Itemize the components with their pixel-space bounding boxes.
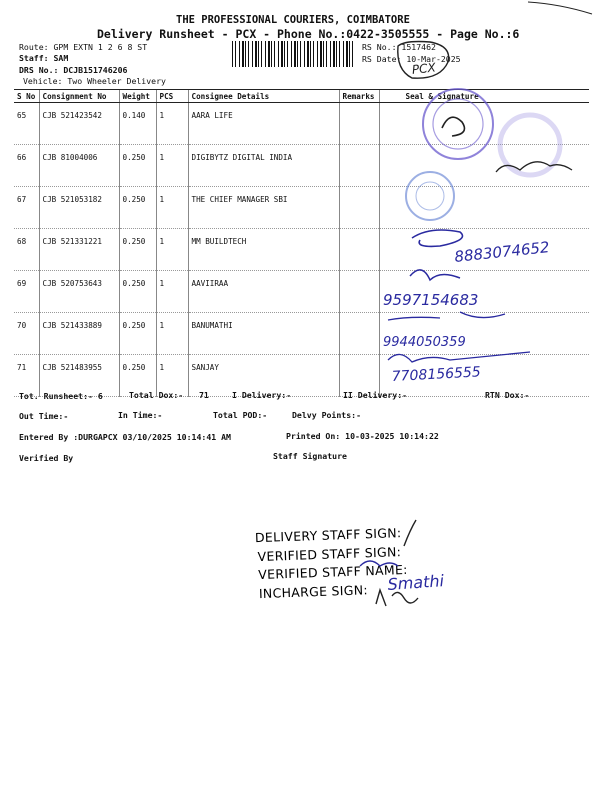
scribble-mark [528, 2, 592, 14]
out-time: Out Time:- [19, 411, 69, 421]
barcode-bar [333, 41, 335, 67]
rtn-dox: RTN Dox:- [485, 390, 530, 400]
incharge-signature [376, 590, 418, 606]
phone-row-68: 8883074652 [453, 238, 551, 266]
col-consignment: Consignment No [39, 90, 119, 103]
rs-date: RS Date: 10-Mar-2025 [362, 54, 461, 64]
barcode-bar [304, 41, 305, 67]
col-seal: Seal & Signature [379, 90, 589, 103]
barcode-bar [268, 41, 270, 67]
barcode-bar [291, 41, 292, 67]
barcode-bar [300, 41, 301, 67]
barcode-bar [323, 41, 324, 67]
stamp-incharge-sign: INCHARGE SIGN: [258, 582, 369, 602]
total-dox-label: Total Dox:- [129, 390, 184, 400]
table-header-row [14, 90, 589, 103]
phone-row-70: 9944050359 [383, 335, 466, 350]
runsheet-table [14, 89, 589, 397]
barcode-bar [278, 41, 279, 67]
barcode-bar [336, 41, 337, 67]
col-sno: S No [14, 90, 39, 103]
barcode-bar [287, 41, 288, 67]
barcode-bar [317, 41, 318, 67]
total-pod: Total POD:- [213, 410, 268, 420]
company-title: THE PROFESSIONAL COURIERS, COIMBATORE [176, 14, 410, 26]
barcode-bar [346, 41, 348, 67]
vehicle-label: Vehicle: Two Wheeler Delivery [23, 76, 166, 86]
table-row: 71 CJB 521483955 0.250 1 SANJAY [14, 355, 589, 397]
barcode-bar [245, 41, 246, 67]
i-delivery: I Delivery:- [232, 390, 292, 400]
barcode-bar [330, 41, 331, 67]
rs-number: RS No.: 1517462 [362, 42, 436, 52]
barcode-bar [255, 41, 257, 67]
barcode-bar [297, 41, 298, 67]
total-dox-value: 71 [199, 390, 209, 400]
verified-staff-signature [360, 561, 398, 566]
col-consignee: Consignee Details [188, 90, 339, 103]
stamp-verified-staff-sign: VERIFIED STAFF SIGN: [257, 544, 402, 565]
barcode-bar [284, 41, 285, 67]
barcode-bar [239, 41, 240, 67]
route-label: Route: GPM EXTN 1 2 6 8 ST [19, 42, 148, 52]
table-row: 66 CJB 81004006 0.250 1 DIGIBYTZ DIGITAL INDIA [14, 145, 589, 187]
ii-delivery: II Delivery:- [343, 390, 408, 400]
verified-by: Verified By [19, 453, 74, 463]
table-row: 65 CJB 521423542 0.140 1 AARA LIFE [14, 103, 589, 145]
table-row: 67 CJB 521053182 0.250 1 THE CHIEF MANAGER SBI [14, 187, 589, 229]
barcode-bar [320, 41, 322, 67]
drs-number: DRS No.: DCJB151746206 [19, 65, 128, 75]
barcode-bar [274, 41, 275, 67]
barcode-bar [307, 41, 309, 67]
barcode-bar [313, 41, 314, 67]
printed-on: Printed On: 10-03-2025 10:14:22 [286, 431, 439, 441]
barcode-icon [232, 41, 354, 67]
barcode-bar [235, 41, 236, 67]
barcode-bar [252, 41, 253, 67]
col-weight: Weight [119, 90, 156, 103]
tot-runsheet: Tot. Runsheet:- 6 [19, 391, 103, 401]
phone-row-71: 7708156555 [391, 364, 482, 385]
table-row: 70 CJB 521433889 0.250 1 BANUMATHI [14, 313, 589, 355]
barcode-bar [242, 41, 244, 67]
verified-staff-name-handwritten: Smathi [386, 571, 445, 594]
staff-signature: Staff Signature [273, 451, 347, 461]
barcode-bar [261, 41, 262, 67]
col-remarks: Remarks [339, 90, 379, 103]
pcx-handwritten: PCX [411, 60, 437, 77]
barcode-bar [352, 41, 353, 67]
stamp-verified-staff-name: VERIFIED STAFF NAME: [257, 561, 408, 583]
in-time: In Time:- [118, 410, 163, 420]
barcode-bar [258, 41, 259, 67]
barcode-bar [271, 41, 272, 67]
staff-label: Staff: SAM [19, 53, 69, 63]
barcode-bar [326, 41, 327, 67]
delvy-points: Delvy Points:- [292, 410, 362, 420]
barcode-bar [343, 41, 344, 67]
barcode-bar [349, 41, 350, 67]
stamp-delivery-staff-sign: DELIVERY STAFF SIGN: [254, 525, 402, 546]
phone-row-69: 9597154683 [383, 291, 479, 309]
entered-by: Entered By :DURGAPCX 03/10/2025 10:14:41 AM [19, 432, 231, 442]
barcode-bar [339, 41, 340, 67]
barcode-bar [310, 41, 311, 67]
delivery-staff-signature [404, 520, 416, 546]
table-row: 69 CJB 520753643 0.250 1 AAVIIRAA [14, 271, 589, 313]
barcode-bar [232, 41, 233, 67]
table-row: 68 CJB 521331221 0.250 1 MM BUILDTECH [14, 229, 589, 271]
runsheet-subtitle: Delivery Runsheet - PCX - Phone No.:0422-3505555 - Page No.:6 [97, 27, 520, 41]
barcode-bar [265, 41, 266, 67]
barcode-bar [281, 41, 283, 67]
barcode-bar [248, 41, 249, 67]
barcode-bar [294, 41, 296, 67]
col-pcs: PCS [156, 90, 188, 103]
